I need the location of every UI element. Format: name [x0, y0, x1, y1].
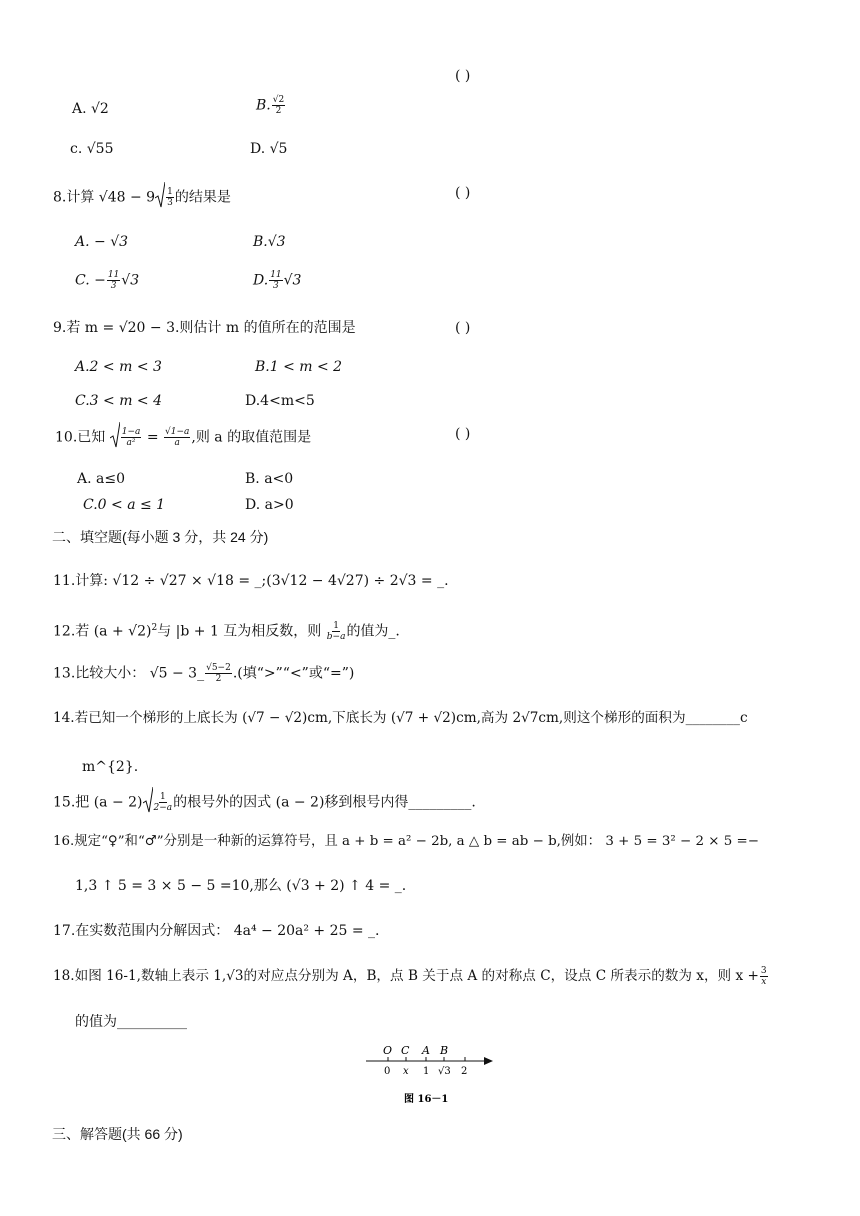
q7-option-d: D. √5 [250, 141, 288, 157]
tick-label-2: 2 [461, 1066, 468, 1077]
q13-text: 13.比较大小： √5 − 3_ $\frac{√5-2}{2}$ .(填“>”“<”或“=”) [53, 663, 355, 684]
point-label-c: C [401, 1044, 410, 1057]
section-heading-fill-in: 二、填空题(每小题 3 分，共 24 分) [52, 529, 269, 545]
q16-text-line1: 16.规定“♀”和“♂”分别是一种新的运算符号，且 a + b = a² − 2b, a △ b = ab − b,例如： 3 + 5 = 3² − 2 × 5 =− [53, 834, 759, 849]
q12-text: 12.若 $(a + √2)^2$与 |b + 1 互为相反数，则 $\frac{1}{b-a}$ 的值为_. [53, 621, 400, 643]
sqrt-sign-icon [110, 422, 120, 453]
q14-text-line2: m^{2}. [82, 759, 139, 775]
q10-answer-bracket: ( ) [455, 426, 471, 442]
q9-option-b: B.1 < m < 2 [255, 359, 343, 375]
q9-option-d: D.4<m<5 [245, 393, 315, 409]
arrow-right-icon [484, 1057, 493, 1065]
q8-stem: 8.计算 √48 − 9 $\frac{1}{3}$ 的结果是 [53, 182, 231, 213]
q14-text-line1: 14.若已知一个梯形的上底长为 (√7 − √2)cm,下底长为 (√7 + √2)cm,高为 2√7cm,则这个梯形的面积为________c [53, 710, 748, 726]
q7-option-a: A. √2 [72, 101, 109, 117]
tick-label-sqrt3: √3 [438, 1066, 451, 1077]
q18-text-line1: 18.如图 16-1,数轴上表示 1,√3的对应点分别为 A，B，点 B 关于点 A 的对称点 C，设点 C 所表示的数为 x，则 x + $\frac{3}{x}$ [53, 966, 767, 987]
q17-text: 17.在实数范围内分解因式： 4a⁴ − 20a² + 25 = _. [53, 923, 380, 939]
q8-option-a: A. − √3 [75, 234, 129, 250]
q8-option-d: D. $\frac{11}{3}$ √3 [253, 270, 302, 291]
tick-label-1: 1 [423, 1066, 430, 1077]
q10-option-b: B. a<0 [245, 471, 294, 487]
q7-option-c: c. √55 [70, 141, 114, 157]
point-label-o: O [383, 1044, 393, 1057]
q10-stem: 10.已知 $\frac{1-a}{\text{a²}}$ = $\frac{√1-a}{a}$ ,则 a 的取值范围是 [55, 422, 311, 453]
q10-option-a: A. a≤0 [77, 471, 125, 487]
q10-option-d: D. a>0 [245, 497, 294, 513]
sqrt-sign-icon [155, 182, 165, 213]
point-label-a: A [422, 1044, 430, 1057]
point-label-b: B [440, 1044, 449, 1057]
q9-option-c: C.3 < m < 4 [75, 393, 163, 409]
q15-text: 15.把 (a − 2) $\frac{1}{2-a}$ 的根号外的因式 (a − 2)移到根号内得_________. [53, 787, 476, 818]
number-line-figure [360, 1040, 500, 1110]
q10-option-c: C.0 < a ≤ 1 [83, 497, 166, 513]
sqrt-sign-icon [143, 787, 153, 818]
q18-text-line2: 的值为__________ [75, 1014, 187, 1030]
q16-text-line2: 1,3 ↑ 5 = 3 × 5 − 5 =10,那么 (√3 + 2) ↑ 4 = _. [75, 878, 407, 894]
q8-option-b: B.√3 [253, 234, 286, 250]
q9-option-a: A.2 < m < 3 [75, 359, 162, 375]
q7-option-b: B. $\frac{√2}{2}$ [256, 95, 285, 116]
q7-answer-bracket: ( ) [455, 68, 471, 84]
q9-stem: 9.若 m = √20 − 3.则估计 m 的值所在的范围是 [53, 320, 356, 336]
q9-answer-bracket: ( ) [455, 320, 471, 336]
tick-label-x: x [403, 1066, 409, 1077]
q11-text: 11.计算: √12 ÷ √27 × √18 = _;(3√12 − 4√27) ÷ 2√3 = _. [53, 573, 449, 589]
section-heading-solve: 三、解答题(共 66 分) [52, 1126, 183, 1142]
q8-answer-bracket: ( ) [455, 185, 471, 201]
figure-caption: 图 16－1 [404, 1094, 449, 1105]
q8-option-c: C. − $\frac{11}{3}$ √3 [75, 270, 140, 291]
tick-label-0: 0 [384, 1066, 391, 1077]
